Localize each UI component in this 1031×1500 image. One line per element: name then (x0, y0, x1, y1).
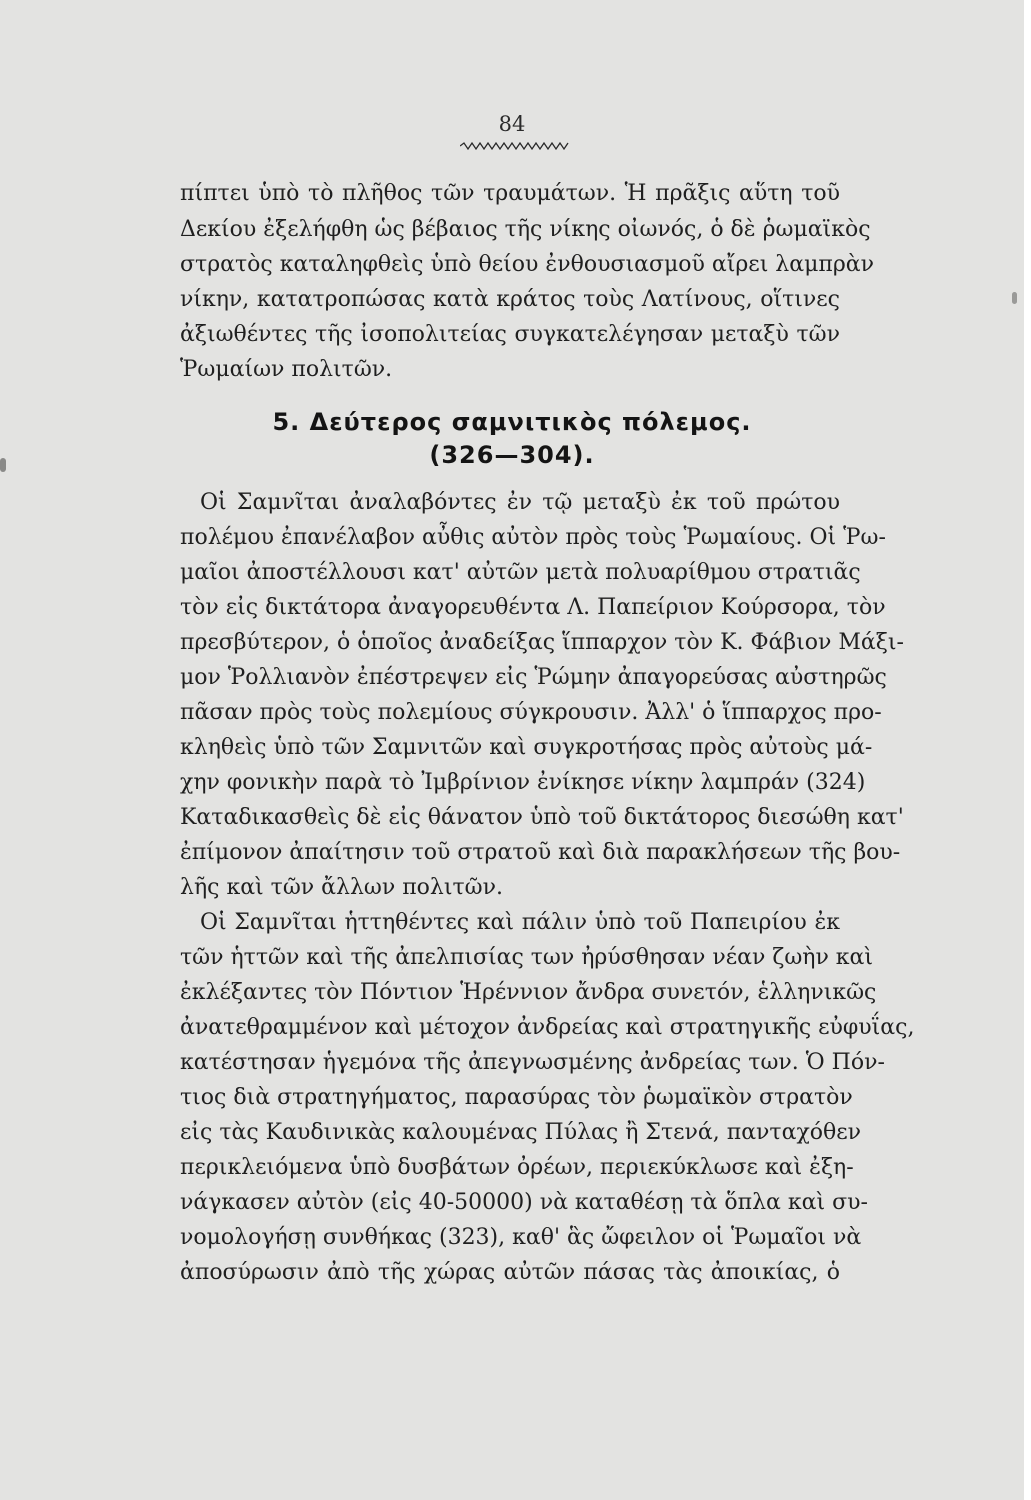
text-line: νίκην, κατατροπώσας κατὰ κράτος τοὺς Λατίνους, οἵτινες (180, 287, 840, 312)
text-line: τὸν εἰς δικτάτορα ἀναγορευθέντα Λ. Παπείριον Κούρσορα, τὸν (180, 595, 886, 620)
text-line: χην φονικὴν παρὰ τὸ Ἰμβρίνιον ἐνίκησε νίκην λαμπράν (324) (180, 770, 866, 795)
text-line: πρεσβύτερον, ὁ ὁποῖος ἀναδείξας ἵππαρχον τὸν Κ. Φάβιον Μάξι- (180, 630, 904, 655)
text-line: ἀνατεθραμμένον καὶ μέτοχον ἀνδρείας καὶ στρατηγικῆς εὐφυΐας, (180, 1015, 915, 1040)
text-line: τιος διὰ στρατηγήματος, παρασύρας τὸν ῥωμαϊκὸν στρατὸν (180, 1085, 853, 1110)
section-heading-years: (326—304). (429, 441, 595, 469)
text-line: τῶν ἡττῶν καὶ τῆς ἀπελπισίας των ἠρύσθησαν νέαν ζωὴν καὶ (180, 945, 874, 970)
section-heading-title: 5. Δεύτερος σαμνιτικὸς πόλεμος. (272, 408, 752, 436)
text-line: Καταδικασθεὶς δὲ εἰς θάνατον ὑπὸ τοῦ δικτάτορος διεσώθη κατ' (180, 805, 904, 830)
text-line: νομολογήσῃ συνθήκας (323), καθ' ἃς ὤφειλον οἱ Ῥωμαῖοι νὰ (180, 1225, 862, 1250)
text-line: πᾶσαν πρὸς τοὺς πολεμίους σύγκρουσιν. Ἀλλ' ὁ ἵππαρχος προ- (180, 700, 882, 725)
text-line: ἀποσύρωσιν ἀπὸ τῆς χώρας αὐτῶν πάσας τὰς ἀποικίας, ὁ (180, 1260, 840, 1285)
text-line: Δεκίου ἐξελήφθη ὡς βέβαιος τῆς νίκης οἰωνός, ὁ δὲ ῥωμαϊκὸς (180, 217, 871, 242)
text-line: Ῥωμαίων πολιτῶν. (180, 357, 393, 382)
text-line: νάγκασεν αὐτὸν (εἰς 40-50000) νὰ καταθέσῃ τὰ ὅπλα καὶ συ- (180, 1190, 868, 1215)
text-line: εἰς τὰς Καυδινικὰς καλουμένας Πύλας ἢ Στενά, πανταχόθεν (180, 1120, 862, 1145)
text-line: μον Ῥολλιανὸν ἐπέστρεψεν εἰς Ῥώμην ἀπαγορεύσας αὐστηρῶς (180, 665, 887, 690)
wavy-rule-ornament (460, 140, 570, 152)
scan-mark (1012, 292, 1017, 304)
text-line: μαῖοι ἀποστέλλουσι κατ' αὐτῶν μετὰ πολυαρίθμου στρατιᾶς (180, 560, 861, 585)
text-line: κατέστησαν ἡγεμόνα τῆς ἀπεγνωσμένης ἀνδρείας των. Ὁ Πόν- (180, 1050, 885, 1075)
page-number: 84 (498, 112, 526, 136)
text-line: Οἱ Σαμνῖται ἡττηθέντες καὶ πάλιν ὑπὸ τοῦ Παπειρίου ἐκ (200, 910, 840, 935)
text-line: ἐκλέξαντες τὸν Πόντιον Ἡρέννιον ἄνδρα συνετόν, ἑλληνικῶς (180, 980, 877, 1005)
text-line: ἀξιωθέντες τῆς ἰσοπολιτείας συγκατελέγησαν μεταξὺ τῶν (180, 322, 840, 347)
page-edge (1024, 0, 1031, 1500)
text-line: κληθεὶς ὑπὸ τῶν Σαμνιτῶν καὶ συγκροτήσας πρὸς αὐτοὺς μά- (180, 735, 873, 760)
text-line: Οἱ Σαμνῖται ἀναλαβόντες ἐν τῷ μεταξὺ ἐκ τοῦ πρώτου (200, 490, 840, 515)
text-line: ἐπίμονον ἀπαίτησιν τοῦ στρατοῦ καὶ διὰ παρακλήσεων τῆς βου- (180, 840, 901, 865)
text-line: λῆς καὶ τῶν ἄλλων πολιτῶν. (180, 875, 503, 900)
text-line: πίπτει ὑπὸ τὸ πλῆθος τῶν τραυμάτων. Ἡ πρᾶξις αὕτη τοῦ (180, 181, 840, 206)
text-line: στρατὸς καταληφθεὶς ὑπὸ θείου ἐνθουσιασμοῦ αἴρει λαμπρὰν (180, 252, 875, 277)
text-line: πολέμου ἐπανέλαβον αὖθις αὐτὸν πρὸς τοὺς Ῥωμαίους. Οἱ Ῥω- (180, 525, 886, 550)
text-line: περικλειόμενα ὑπὸ δυσβάτων ὀρέων, περιεκύκλωσε καὶ ἐξη- (180, 1155, 854, 1180)
